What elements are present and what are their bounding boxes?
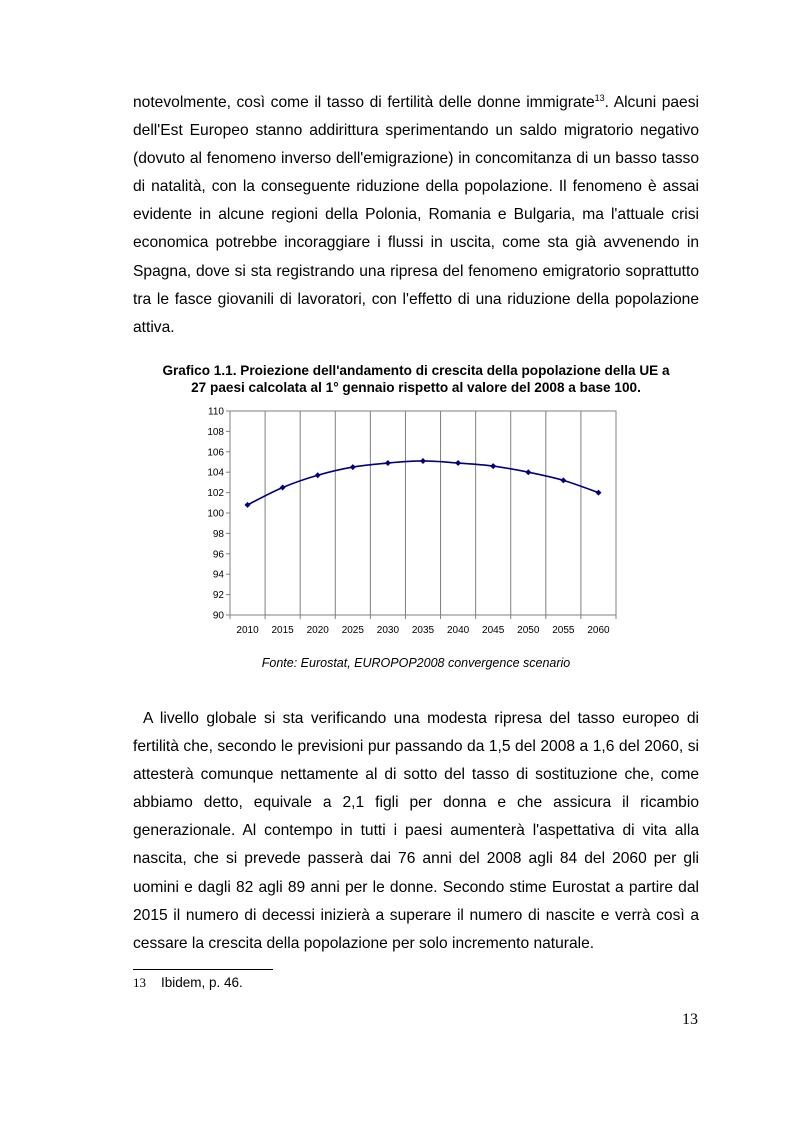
figure-source: Fonte: Eurostat, EUROPOP2008 convergence scenario <box>261 656 571 670</box>
footnote-reference[interactable]: 13 <box>594 93 605 103</box>
x-tick-label: 2020 <box>306 625 329 636</box>
paragraph-1-text-a: notevolmente, così come il tasso di fertilità delle donne immigrate <box>133 94 595 111</box>
y-tick-label: 110 <box>208 406 224 418</box>
y-tick-label: 108 <box>207 426 224 438</box>
y-tick-label: 104 <box>207 467 224 479</box>
footnote-separator <box>133 969 273 970</box>
x-tick-label: 2015 <box>271 625 294 636</box>
y-tick-label: 96 <box>212 549 224 561</box>
y-tick-label: 98 <box>212 528 224 540</box>
y-tick-label: 94 <box>212 569 224 581</box>
y-tick-label: 90 <box>212 610 224 622</box>
footnote <box>133 975 243 991</box>
population-chart <box>200 404 620 640</box>
figure-caption-line-1: Grafico 1.1. Proiezione dell'andamento di crescita della popolazione della UE a <box>162 363 670 378</box>
x-tick-label: 2025 <box>341 625 364 636</box>
x-tick-label: 2050 <box>517 625 540 636</box>
y-tick-label: 106 <box>207 447 224 459</box>
body-paragraph-1 <box>133 89 699 342</box>
x-tick-label: 2055 <box>552 625 575 636</box>
page-number: 13 <box>682 1011 698 1028</box>
x-tick-label: 2060 <box>587 625 610 636</box>
y-tick-label: 100 <box>207 508 224 520</box>
chart-svg <box>200 404 620 640</box>
y-tick-label: 92 <box>212 590 224 602</box>
y-tick-label: 102 <box>207 488 224 500</box>
figure-caption-line-2: 27 paesi calcolata al 1° gennaio rispetto al valore del 2008 a base 100. <box>191 380 641 395</box>
footnote-number: 13 <box>133 975 146 990</box>
x-tick-label: 2040 <box>446 625 470 636</box>
plot-area <box>230 411 616 615</box>
x-tick-label: 2045 <box>482 625 505 636</box>
x-tick-label: 2010 <box>236 625 259 636</box>
body-paragraph-2: A livello globale si sta verificando una modesta ripresa del tasso europeo di fertilità che, secondo le previsioni pur passando da 1,5 del 2008 a 1,6 del 2060, si attesterà comunque nettamente al di sotto del tasso di sostituzione che, come abbiamo detto, equivale a 2,1 figli per donna e che assicura il ricambio generazionale. Al contempo in tutti i paesi aumenterà l'aspettativa di vita alla nascita, che si prevede passerà dai 76 anni del 2008 agli 84 del 2060 per gli uomini e dagli 82 agli 89 anni per le donne. Secondo stime Eurostat a partire dal 2015 il numero di decessi inizierà a superare il numero di nascite e verrà così a cessare la crescita della popolazione per solo incremento naturale. <box>133 710 699 952</box>
x-tick-label: 2030 <box>376 625 400 636</box>
figure-caption <box>133 362 699 396</box>
x-tick-label: 2035 <box>411 625 435 636</box>
footnote-text: Ibidem, p. 46. <box>161 975 243 990</box>
paragraph-1-text-b: . Alcuni paesi dell'Est Europeo stanno addirittura sperimentando un saldo migratorio negativo (dovuto al fenomeno inverso dell'emigrazione) in concomitanza di un basso tasso di natalità, con la conseguente riduzione della popolazione. Il fenomeno è assai evidente in alcune regioni della Polonia, Romania e Bulgaria, ma l'attuale crisi economica potrebbe incoraggiare i flussi in uscita, come sta già avvenendo in Spagna, dove si sta registrando una ripresa del fenomeno emigratorio soprattutto tra le fasce giovanili di lavoratori, con l'effetto di una riduzione della popolazione attiva. <box>133 94 699 336</box>
